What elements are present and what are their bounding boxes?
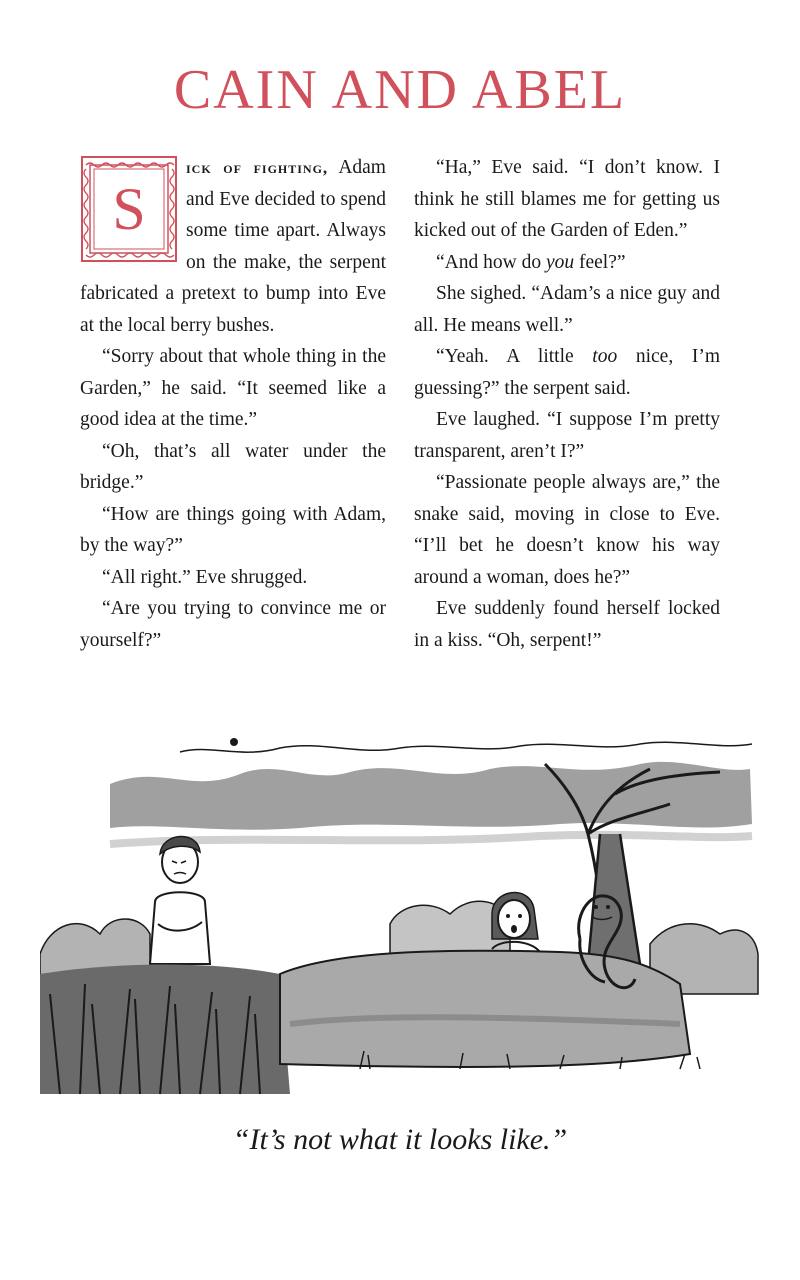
drop-cap xyxy=(80,155,178,263)
paragraph: “Ha,” Eve said. “I don’t know. I think he still blames me for getting us kicked out of the Garden of Eden.” xyxy=(414,157,720,241)
opening-paragraph-text: Adam and Eve decided to spend some time apart. Always on the make, the serpent fabricated a pretext to bump into Eve at the local berry bushes. xyxy=(80,157,386,336)
paragraph: “Oh, that’s all water under the bridge.” xyxy=(80,440,386,493)
italic-emphasis: too xyxy=(592,346,618,367)
hills-wash xyxy=(110,762,752,830)
cartoon-illustration xyxy=(40,724,760,1104)
opening-paragraph xyxy=(80,152,386,341)
text-run: feel?” xyxy=(574,251,626,273)
right-text-column xyxy=(414,152,720,656)
paragraph: Eve suddenly found herself locked in a kiss. “Oh, serpent!” xyxy=(414,598,720,651)
paragraph: “Sorry about that whole thing in the Garden,” he said. “It seemed like a good idea at the time.” xyxy=(80,346,386,430)
chapter-title: CAIN AND ABEL xyxy=(173,59,627,121)
paragraph: “All right.” Eve shrugged. xyxy=(102,566,308,588)
cartoon-caption: “It’s not what it looks like.” xyxy=(232,1123,568,1156)
adam-figure xyxy=(150,836,210,964)
sky-outline xyxy=(180,742,752,752)
opening-smallcaps: ick of fighting, xyxy=(186,158,329,177)
text-run: “Yeah. A little xyxy=(436,346,593,367)
drop-cap-letter: S xyxy=(112,176,146,242)
paragraph: She sighed. “Adam’s a nice guy and all. He means well.” xyxy=(414,283,720,336)
paragraph: Eve laughed. “I suppose I’m pretty transparent, aren’t I?” xyxy=(414,409,720,462)
text-run: “And how do xyxy=(436,251,546,273)
text-run: nice, I’m guessing?” the serpent said. xyxy=(414,346,720,399)
paragraph xyxy=(414,247,720,279)
paragraph: “Passionate people always are,” the snake said, moving in close to Eve. “I’ll bet he doesn’t know his way around a woman, does he?” xyxy=(414,472,720,588)
italic-emphasis: you xyxy=(545,251,575,273)
paragraph xyxy=(414,341,720,404)
leaf-mound xyxy=(280,951,690,1067)
left-text-column xyxy=(80,152,386,656)
paragraph: “Are you trying to convince me or yourself?” xyxy=(80,598,386,651)
paragraph: “How are things going with Adam, by the way?” xyxy=(80,503,386,556)
